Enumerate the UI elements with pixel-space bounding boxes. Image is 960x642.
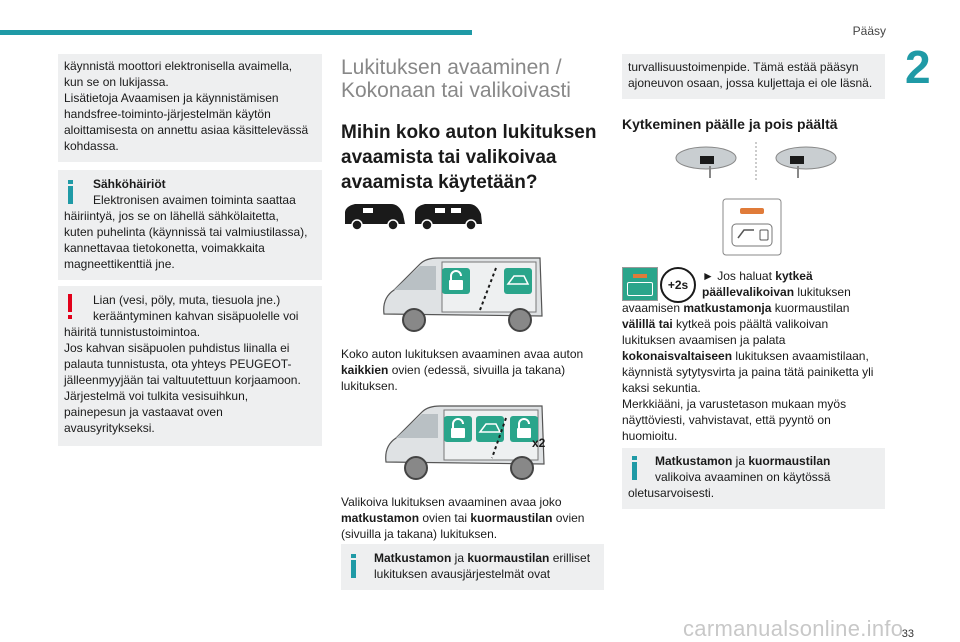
text-run-bold: kokonaisvaltaiseen	[622, 349, 733, 363]
text-run: ja	[732, 454, 749, 468]
text-line: käynnistä sytytysvirta ja paina tätä painiketta yli	[622, 365, 874, 379]
text-run: lukituksen avaamistilaan,	[732, 349, 869, 363]
text-run-bold: kaikkien	[341, 363, 389, 377]
text-line: valikoiva avaaminen on käytössä	[655, 470, 831, 484]
text-line: Merkkiääni, ja varustetason mukaan myös	[622, 397, 847, 411]
info-icon	[632, 462, 637, 480]
van-full-unlock-illustration	[380, 254, 550, 336]
text-line: lukituksen.	[341, 379, 398, 393]
text-line: näyttöviesti, vahvistavat, että pyyntö on	[622, 413, 831, 427]
text-line: Järjestelmä voi tulkita vesisuihkun,	[64, 389, 249, 403]
text-line: (sivuilla ja takana) lukituksen.	[341, 527, 498, 541]
text-run: ovien	[552, 511, 585, 525]
text-line: painepesun ja vastaavat oven	[64, 405, 223, 419]
text-line: magneettikenttiä jne.	[64, 257, 175, 271]
watermark-text: carmanualsonline.info	[683, 616, 904, 641]
text-line: häiritä tunnistustoimintoa.	[64, 325, 201, 339]
text-line: häiriintyä, jos se on lähellä sähkölaitetta,	[64, 209, 279, 223]
text-run: erilliset	[549, 551, 591, 565]
text-line: oletusarvoisesti.	[628, 486, 715, 500]
text-run: kuormaustilan	[771, 301, 850, 315]
text-run-bold: Matkustamon	[374, 551, 452, 565]
text-run-bold: matkustamon	[341, 511, 420, 525]
text-line: Jos kahvan sisäpuolen puhdistus liinalla ei	[64, 341, 290, 355]
text-run-bold: kuormaustilan	[470, 511, 553, 525]
heading-line: Mihin koko auton lukituksen	[341, 122, 597, 143]
text-line: kun se on lukijassa.	[64, 75, 169, 89]
text-line: Lisätietoja Avaamisen ja käynnistämisen	[64, 91, 279, 105]
heading-line: Lukituksen avaaminen /	[341, 56, 562, 79]
arrow-bullet: ►	[702, 269, 714, 283]
text-line: Valikoiva lukituksen avaaminen avaa joko	[341, 495, 562, 509]
van-selective-unlock-illustration	[382, 402, 552, 484]
van-variants-icon	[343, 200, 483, 232]
text-line: käynnistä moottori elektronisella avaimella,	[64, 59, 293, 73]
text-run-bold: kytkeä	[775, 269, 813, 283]
text-run-bold: kuormaustilan	[748, 454, 831, 468]
continuation-box	[58, 54, 322, 162]
text-line: Lian (vesi, pöly, muta, tiesuola jne.)	[93, 293, 281, 307]
info-icon	[351, 560, 356, 578]
text-line: kerääntyminen kahvan sisäpuolelle voi	[93, 309, 299, 323]
section-title: Pääsy	[852, 24, 886, 38]
text-run: kytkeä pois päältä valikoivan	[672, 317, 829, 331]
text-line: aloittamisesta on annettu asiaa käsittelevässä	[64, 123, 309, 137]
paragraph-toggle-instructions	[622, 268, 884, 444]
text-line: kohdassa.	[64, 139, 119, 153]
text-run: Koko auton lukituksen avaaminen avaa auton	[341, 347, 584, 361]
badge-label: +2s	[667, 278, 689, 292]
text-line: lukituksen avausjärjestelmät ovat	[374, 567, 551, 581]
text-run: ovien (edessä, sivuilla ja takana)	[388, 363, 566, 377]
page-number: 33	[901, 628, 914, 640]
info-icon	[68, 186, 73, 204]
text-run: lukituksen	[794, 285, 851, 299]
info-box-default-setting	[622, 448, 885, 509]
text-run: ovien tai	[419, 511, 471, 525]
text-run-bold: kuormaustilan	[467, 551, 550, 565]
header-accent-bar	[0, 30, 472, 35]
continuation-box-right	[622, 54, 885, 99]
section-heading	[341, 56, 611, 102]
text-run-bold: välillä tai	[622, 317, 673, 331]
warning-box-dirt	[58, 286, 322, 446]
steering-wheel-position-icon	[672, 140, 840, 184]
text-line: turvallisuustoimenpide. Tämä estää pääsyn	[628, 60, 859, 74]
text-line: jälleenmyyjään tai valtuutettuun korjaamoon.	[64, 373, 301, 387]
paragraph-full-unlock	[341, 346, 611, 394]
info-box-separate-systems	[341, 544, 604, 590]
text-line: kaksi sekuntia.	[622, 381, 701, 395]
subsection-heading	[341, 120, 611, 195]
text-line: handsfree-toiminto-järjestelmän käytön	[64, 107, 271, 121]
heading-line: avaamista tai valikoivaa	[341, 147, 557, 168]
subsection-heading-toggle: Kytkeminen päälle ja pois päältä	[622, 116, 838, 132]
selective-unlock-button-illustration	[722, 198, 782, 256]
chapter-number: 2	[905, 41, 931, 93]
text-run: Jos haluat	[717, 269, 776, 283]
paragraph-selective-unlock	[341, 494, 611, 542]
text-line: ajoneuvon osaan, jossa kuljettaja ei ole läsnä.	[628, 76, 873, 90]
text-line: avausyritykseksi.	[64, 421, 155, 435]
heading-line: Kokonaan tai valikoivasti	[341, 79, 571, 102]
text-line: Elektronisen avaimen toiminta saattaa	[93, 193, 296, 207]
info-box-electrical	[58, 170, 322, 280]
info-box-title: Sähköhäiriöt	[93, 177, 166, 191]
text-run-bold: matkustamonja	[683, 301, 772, 315]
text-run: avaamisen	[622, 301, 684, 315]
chapter-tab	[897, 36, 960, 98]
heading-line: avaamista käytetään?	[341, 172, 538, 193]
text-run-bold: päällevalikoivan	[702, 285, 795, 299]
text-line: palauta tunnistusta, ota yhteys PEUGEOT-	[64, 357, 292, 371]
text-line: huomioitu.	[622, 429, 678, 443]
warning-icon	[68, 294, 72, 312]
press-count-label: x2	[532, 436, 546, 450]
text-line: kannettavaa tietokonetta, voimakkaita	[64, 241, 265, 255]
text-run-bold: Matkustamon	[655, 454, 733, 468]
text-line: kuten puhelinta (käynnissä tai valmiustilassa),	[64, 225, 308, 239]
text-line: lukituksen avaamisen ja palata	[622, 333, 786, 347]
text-run: ja	[451, 551, 468, 565]
